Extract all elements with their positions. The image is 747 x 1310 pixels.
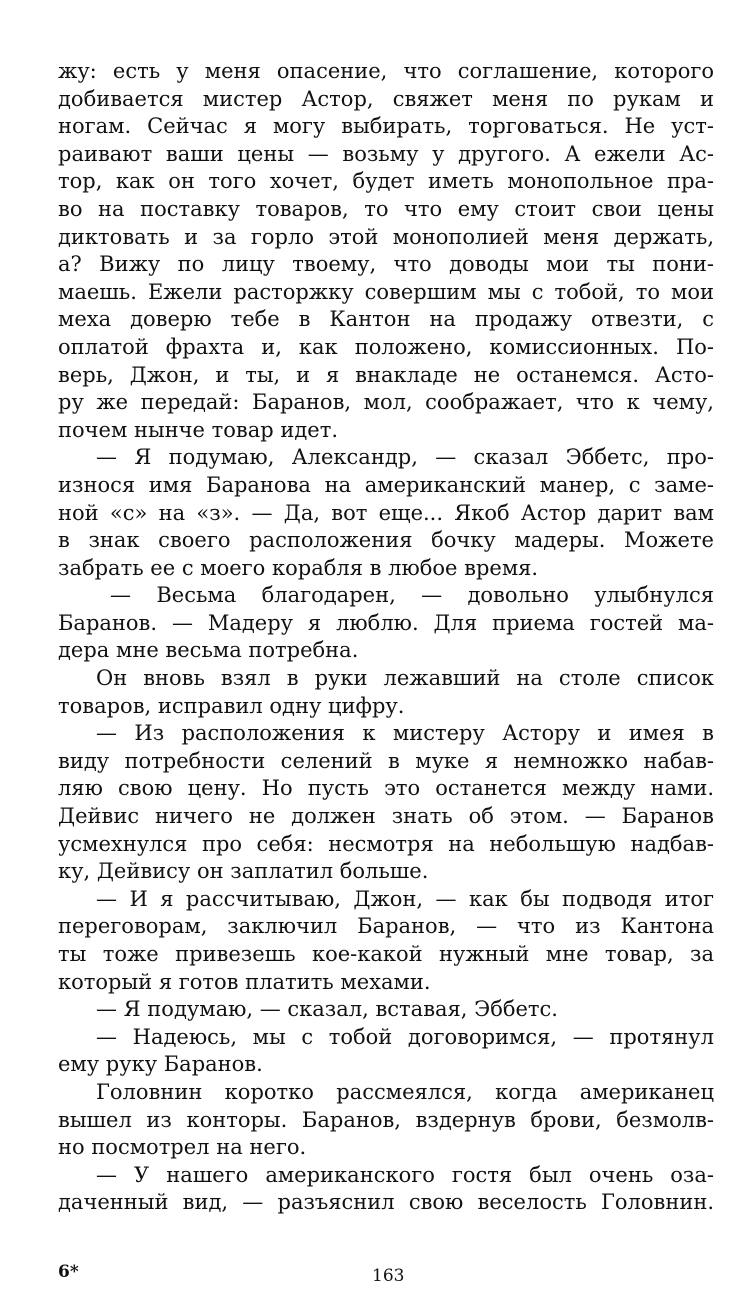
text-line: но посмотрел на него.: [58, 1135, 307, 1160]
text-line: верь, Джон, и ты, и я внакладе не останемся. Асто-: [58, 362, 714, 387]
text-line: — Весьма благодарен, — довольно улыбнулся: [110, 583, 714, 608]
text-line: добивается мистер Астор, свяжет меня по рукам и: [58, 86, 714, 111]
text-line: ему руку Баранов.: [58, 1052, 263, 1077]
text-line: вышел из конторы. Баранов, вздернув брови, безмолв-: [58, 1107, 714, 1132]
text-line: виду потребности селений в муке я немножко набав-: [58, 748, 714, 773]
text-line: Дейвис ничего не должен знать об этом. — Баранов: [58, 804, 714, 829]
text-line: раивают ваши цены — возьму у другого. А ежели Ас-: [58, 141, 714, 166]
text-line: даченный вид, — разъяснил свою веселость Головнин.: [58, 1190, 714, 1215]
text-line: — Я подумаю, — сказал, вставая, Эббетс.: [96, 997, 558, 1022]
text-line: забрать ее с моего корабля в любое время.: [58, 555, 539, 580]
text-line: ку, Дейвису он заплатил больше.: [58, 859, 429, 884]
text-line: ной «с» на «з». — Да, вот еще... Якоб Астор дарит вам: [58, 500, 714, 525]
text-line: Баранов. — Мадеру я люблю. Для приема гостей ма-: [58, 610, 714, 635]
text-line: ляю свою цену. Но пусть это останется между нами.: [58, 776, 714, 801]
text-line: — Я подумаю, Александр, — сказал Эббетс, про-: [96, 445, 714, 470]
text-line: переговорам, заключил Баранов, — что из Кантона: [58, 914, 714, 939]
page-body: [58, 58, 714, 1217]
text-line: который я готов платить мехами.: [58, 969, 431, 994]
text-line: маешь. Ежели расторжку совершим мы с тобой, то мои: [58, 279, 714, 304]
text-line: — У нашего американского гостя был очень оза-: [96, 1162, 714, 1187]
text-line: диктовать и за горло этой монополией меня держать,: [58, 224, 714, 249]
page-footer: [0, 1262, 747, 1292]
text-line: меха доверю тебе в Кантон на продажу отвезти, с: [58, 307, 714, 332]
text-line: усмехнулся про себя: несмотря на небольшую надбав-: [58, 831, 714, 856]
text-line: — Надеюсь, мы с тобой договоримся, — протянул: [96, 1024, 714, 1049]
text-line: а? Вижу по лицу твоему, что доводы мои ты пони-: [58, 252, 714, 277]
text-line: ногам. Сейчас я могу выбирать, торговаться. Не уст-: [58, 114, 714, 139]
text-line: дера мне весьма потребна.: [58, 638, 359, 663]
page-number: 163: [372, 1266, 405, 1286]
text-line: износя имя Баранова на американский манер, с заме-: [58, 472, 714, 497]
text-line: во на поставку товаров, то что ему стоит свои цены: [58, 196, 714, 221]
signature-mark: 6*: [58, 1262, 79, 1282]
text-line: товаров, исправил одну цифру.: [58, 693, 405, 718]
text-line: ты тоже привезешь кое-какой нужный мне товар, за: [58, 942, 714, 966]
text-line: — И я рассчитываю, Джон, — как бы подводя итог: [96, 886, 714, 911]
text-line: ру же передай: Баранов, мол, соображает, что к чему,: [58, 390, 714, 415]
text-line: почем нынче товар идет.: [58, 417, 339, 442]
text-line: — Из расположения к мистеру Астору и имея в: [96, 721, 714, 746]
text-line: в знак своего расположения бочку мадеры. Можете: [58, 528, 714, 553]
text-line: оплатой фрахта и, как положено, комиссионных. По-: [58, 334, 714, 359]
text-line: тор, как он того хочет, будет иметь монопольное пра-: [58, 169, 714, 194]
text-line: Головнин коротко рассмеялся, когда американец: [96, 1079, 714, 1104]
text-line: жу: есть у меня опасение, что соглашение, которого: [58, 59, 714, 83]
text-line: Он вновь взял в руки лежавший на столе список: [96, 666, 714, 691]
